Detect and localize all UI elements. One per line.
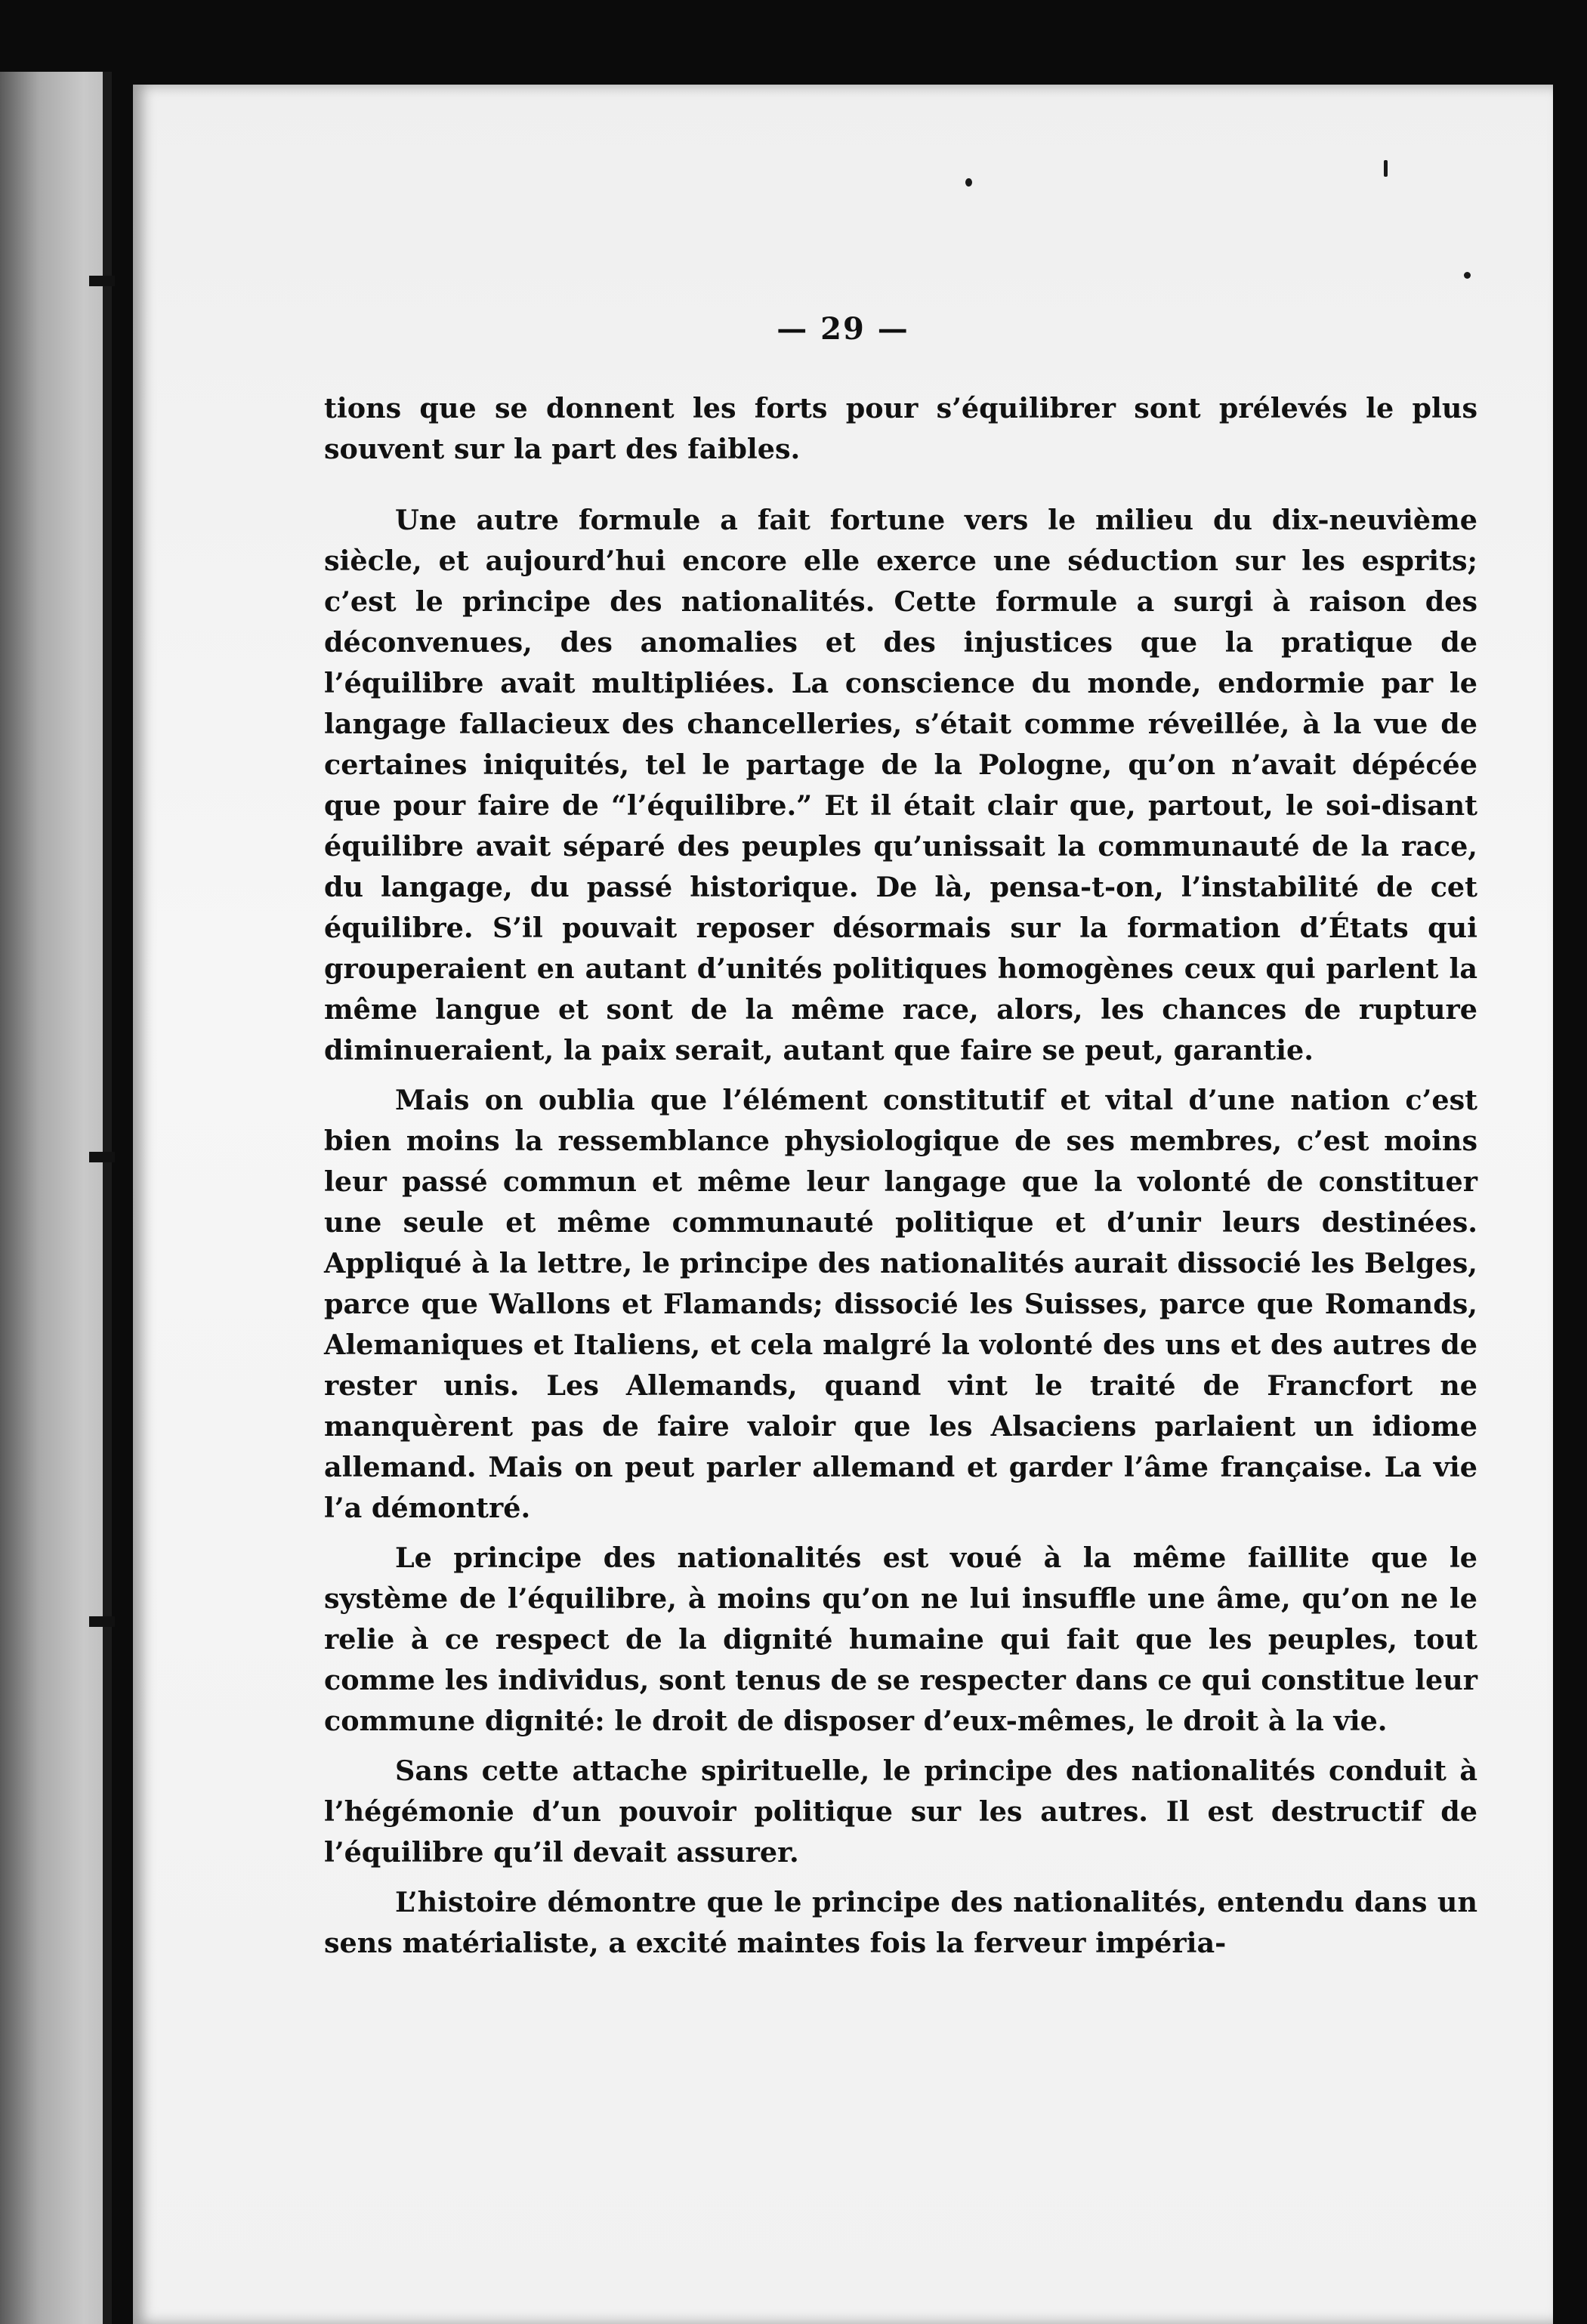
paragraph-4: Le principe des nationalités est voué à la même faillite que le système de l’équilibre, à moins qu’on ne lui insuffle une âme, qu’on ne le relie à ce respect de la dignité humaine qui fait que les peuples, tout comme les individus, sont tenus de se respecter dans ce qui constitue leur commune dignité: le droit de disposer d’eux-mêmes, le droit à la vie. [324, 1542, 1477, 1737]
paragraph-3: Mais on oublia que l’élément constitutif et vital d’une nation c’est bien moins la ressemblance physiologique de ses membres, c’est moins leur passé commun et même leur langage que la volonté de constituer une seule et même communauté politique et d’unir leurs destinées. Appliqué à la lettre, le principe des nationalités aurait dissocié les Belges, parce que Wallons et Flamands; dissocié les Suisses, parce que Romands, Alemaniques et Italiens, et cela malgré la volonté des uns et des autres de rester unis. Les Allemands, quand vint le traité de Francfort ne manquèrent pas de faire valoir que les Alsaciens parlaient un idiome allemand. Mais on peut parler allemand et garder l’âme française. La vie l’a démontré. [324, 1084, 1477, 1524]
page-number: — 29 — [777, 311, 909, 347]
binding-mark [89, 1616, 115, 1627]
binding-mark [89, 1152, 115, 1162]
paragraph-6: L’histoire démontre que le principe des nationalités, entendu dans un sens matérialiste, a excité maintes fois la ferveur impéria- [324, 1886, 1477, 1959]
facing-page-edge [0, 72, 112, 2324]
print-speck [1384, 160, 1388, 177]
paragraph-5: Sans cette attache spirituelle, le principe des nationalités conduit à l’hégémonie d’un pouvoir politique sur les autres. Il est destructif de l’équilibre qu’il devait assurer. [324, 1755, 1477, 1869]
gutter-rule [103, 72, 112, 2324]
body-text [324, 388, 1477, 1973]
document-page [133, 85, 1553, 2324]
paragraph-2: Une autre formule a fait fortune vers le milieu du dix-neuvième siècle, et aujourd’hui encore elle exerce une séduction sur les esprits; c’est le principe des nationalités. Cette formule a surgi à raison des déconvenues, des anomalies et des injustices que la pratique de l’équilibre avait multipliées. La conscience du monde, endormie par le langage fallacieux des chancelleries, s’était comme réveillée, à la vue de certaines iniquités, tel le partage de la Pologne, qu’on n’avait dépécée que pour faire de “l’équilibre.” Et il était clair que, partout, le soi-disant équilibre avait séparé des peuples qu’unissait la communauté de la race, du langage, du passé historique. De là, pensa-t-on, l’instabilité de cet équilibre. S’il pouvait reposer désormais sur la formation d’États qui grouperaient en autant d’unités politiques homogènes ceux qui parlent la même langue et sont de la même race, alors, les chances de rupture diminueraient, la paix serait, autant que faire se peut, garantie. [324, 504, 1477, 1066]
print-speck [965, 178, 972, 187]
print-speck [1464, 272, 1471, 279]
paragraph-1: tions que se donnent les forts pour s’équilibrer sont prélevés le plus souvent sur la part des faibles. [324, 392, 1477, 465]
binding-mark [89, 276, 115, 286]
